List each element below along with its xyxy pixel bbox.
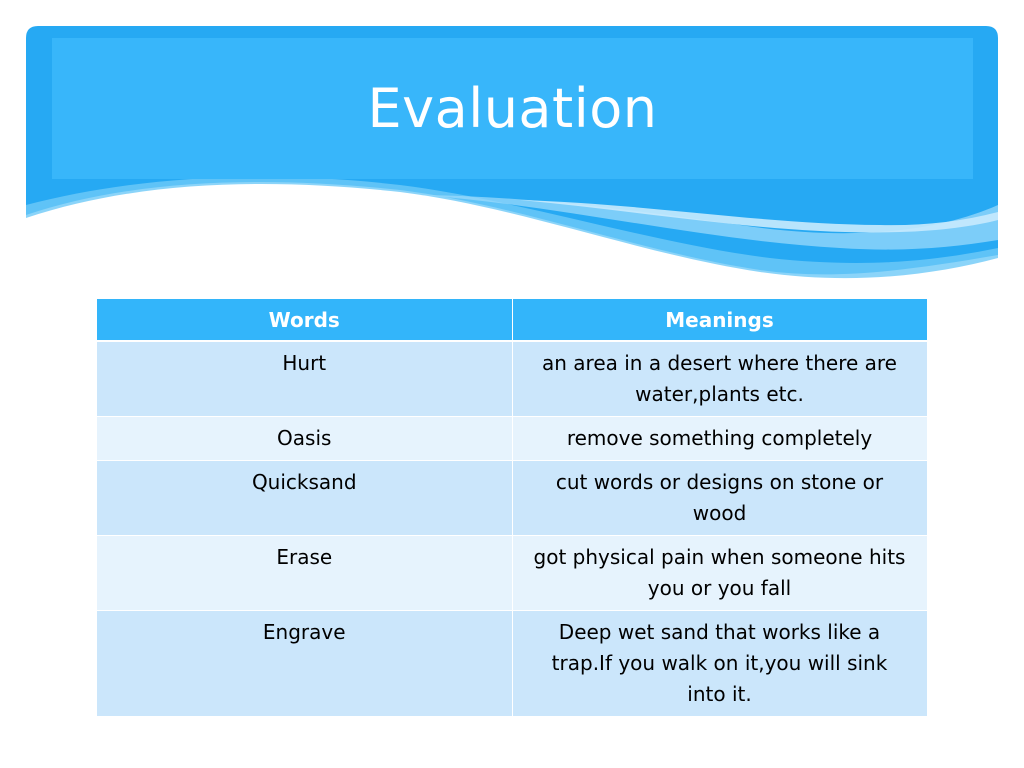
vocabulary-table (97, 299, 928, 717)
title-banner (52, 38, 973, 179)
word-cell: Oasis (97, 417, 512, 461)
table-row (97, 341, 927, 417)
table-row (97, 461, 927, 536)
word-cell: Erase (97, 536, 512, 611)
meaning-cell: Deep wet sand that works like a trap.If you walk on it,you will sink into it. (512, 611, 927, 717)
meaning-cell: an area in a desert where there are water,plants etc. (512, 341, 927, 417)
word-cell: Hurt (97, 341, 512, 417)
meaning-cell: got physical pain when someone hits you or you fall (512, 536, 927, 611)
meaning-cell: remove something completely (512, 417, 927, 461)
table-header-row (97, 299, 927, 341)
table-row (97, 611, 927, 717)
word-cell: Engrave (97, 611, 512, 717)
table-row (97, 417, 927, 461)
slide-title: Evaluation (367, 77, 658, 140)
word-cell: Quicksand (97, 461, 512, 536)
header-words: Words (97, 299, 512, 341)
table-row (97, 536, 927, 611)
header-meanings: Meanings (512, 299, 927, 341)
meaning-cell: cut words or designs on stone or wood (512, 461, 927, 536)
